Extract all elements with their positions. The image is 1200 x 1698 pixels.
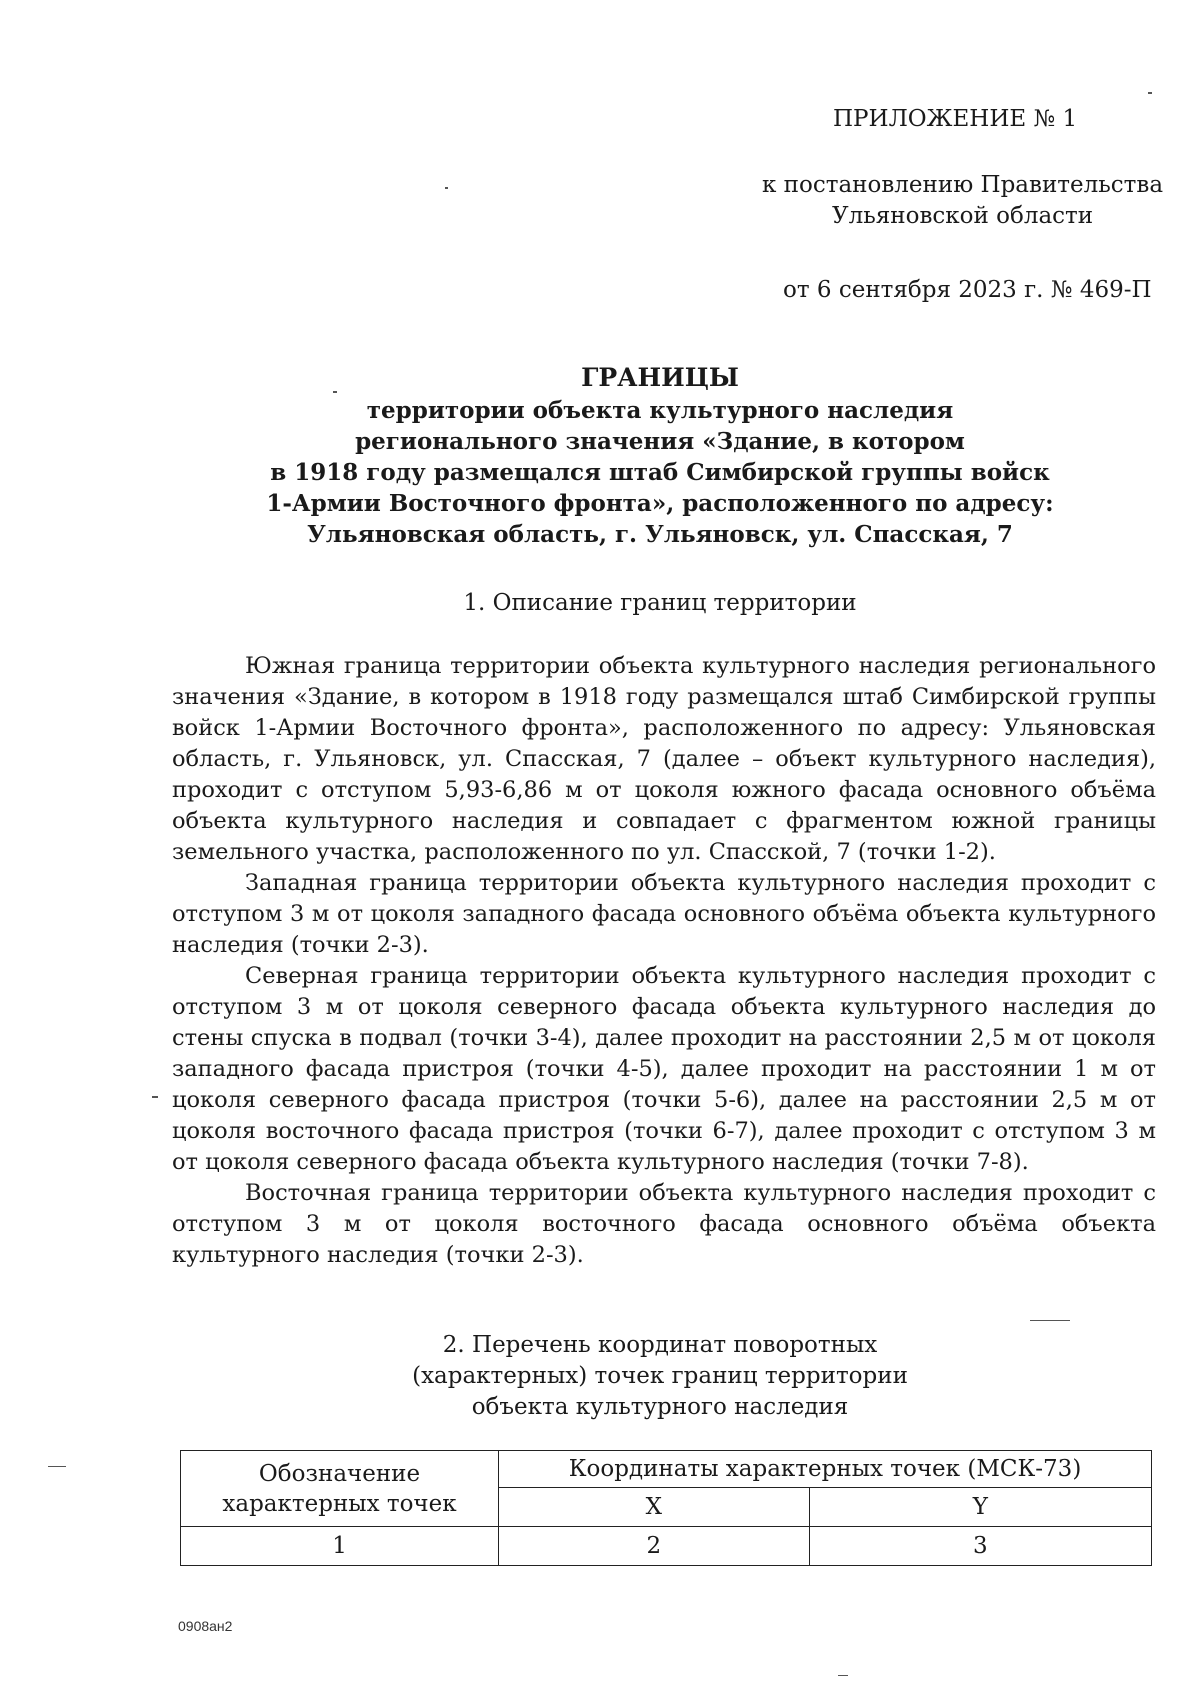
column-number: 1 bbox=[181, 1527, 499, 1566]
title-line: территории объекта культурного наследия bbox=[366, 397, 954, 424]
page-code: 0908ан2 bbox=[178, 1618, 233, 1634]
scan-speck bbox=[838, 1675, 848, 1676]
x-header: X bbox=[499, 1488, 810, 1527]
document-title bbox=[160, 362, 1160, 550]
column-number: 3 bbox=[809, 1527, 1151, 1566]
title-line: регионального значения «Здание, в котором bbox=[355, 428, 965, 455]
scan-speck bbox=[152, 1096, 158, 1098]
y-header: Y bbox=[809, 1488, 1151, 1527]
point-designation-header: Обозначение характерных точек bbox=[181, 1451, 499, 1527]
resolution-reference: к постановлению Правительства bbox=[762, 172, 1164, 198]
scan-speck bbox=[48, 1466, 66, 1467]
resolution-authority: Ульяновской области bbox=[832, 203, 1094, 229]
west-boundary-paragraph: Западная граница территории объекта культурного наследия проходит с отступом 3 м от цоколя западного фасада основного объёма объекта культурного наследия (точки 2-3). bbox=[172, 870, 1156, 958]
title-line: Ульяновская область, г. Ульяновск, ул. Спасская, 7 bbox=[307, 521, 1013, 548]
coordinates-header: Координаты характерных точек (МСК-73) bbox=[499, 1451, 1152, 1488]
scan-speck bbox=[1030, 1320, 1070, 1321]
title-line: в 1918 году размещался штаб Симбирской группы войск bbox=[270, 459, 1050, 486]
scan-speck bbox=[445, 187, 448, 189]
section2-heading-line: (характерных) точек границ территории bbox=[412, 1363, 908, 1389]
section2-heading-line: 2. Перечень координат поворотных bbox=[442, 1332, 878, 1358]
coordinates-table bbox=[180, 1450, 1152, 1566]
table-row bbox=[181, 1527, 1152, 1566]
title-line: 1-Армии Восточного фронта», расположенного по адресу: bbox=[266, 490, 1054, 517]
section1-heading: 1. Описание границ территории bbox=[463, 590, 857, 616]
section2-heading-line: объекта культурного наследия bbox=[471, 1394, 849, 1420]
east-boundary-paragraph: Восточная граница территории объекта культурного наследия проходит с отступом 3 м от цоколя восточного фасада основного объёма объекта культурного наследия (точки 2-3). bbox=[172, 1180, 1156, 1268]
section2-heading bbox=[160, 1330, 1160, 1423]
boundary-description bbox=[172, 651, 1156, 1271]
scan-speck bbox=[1148, 92, 1152, 94]
column-number: 2 bbox=[499, 1527, 810, 1566]
resolution-date: от 6 сентября 2023 г. № 469-П bbox=[783, 277, 1152, 303]
south-boundary-paragraph: Южная граница территории объекта культурного наследия регионального значения «Здание, в котором в 1918 году размещался штаб Симбирской группы войск 1-Армии Восточного фронта», расположенного по адресу: Ульяновская область, г. Ульяновск, ул. Спасская, 7 (далее – объект культурного наследия), проходит с отступом 5,93-6,86 м от цоколя южного фасада основного объёма объекта культурного наследия и совпадает с фрагментом южной границы земельного участка, расположенного по ул. Спасской, 7 (точки 1-2). bbox=[172, 653, 1156, 865]
north-boundary-paragraph: Северная граница территории объекта культурного наследия проходит с отступом 3 м от цоколя северного фасада объекта культурного наследия до стены спуска в подвал (точки 3-4), далее проходит на расстоянии 2,5 м от цоколя западного фасада пристроя (точки 4-5), далее проходит на расстоянии 1 м от цоколя северного фасада пристроя (точки 5-6), далее на расстоянии 2,5 м от цоколя восточного фасада пристроя (точки 6-7), далее проходит с отступом 3 м от цоколя северного фасада объекта культурного наследия (точки 7-8). bbox=[172, 963, 1156, 1175]
appendix-label: ПРИЛОЖЕНИЕ № 1 bbox=[833, 106, 1078, 132]
title-main: ГРАНИЦЫ bbox=[581, 363, 739, 392]
scan-speck bbox=[333, 391, 337, 393]
